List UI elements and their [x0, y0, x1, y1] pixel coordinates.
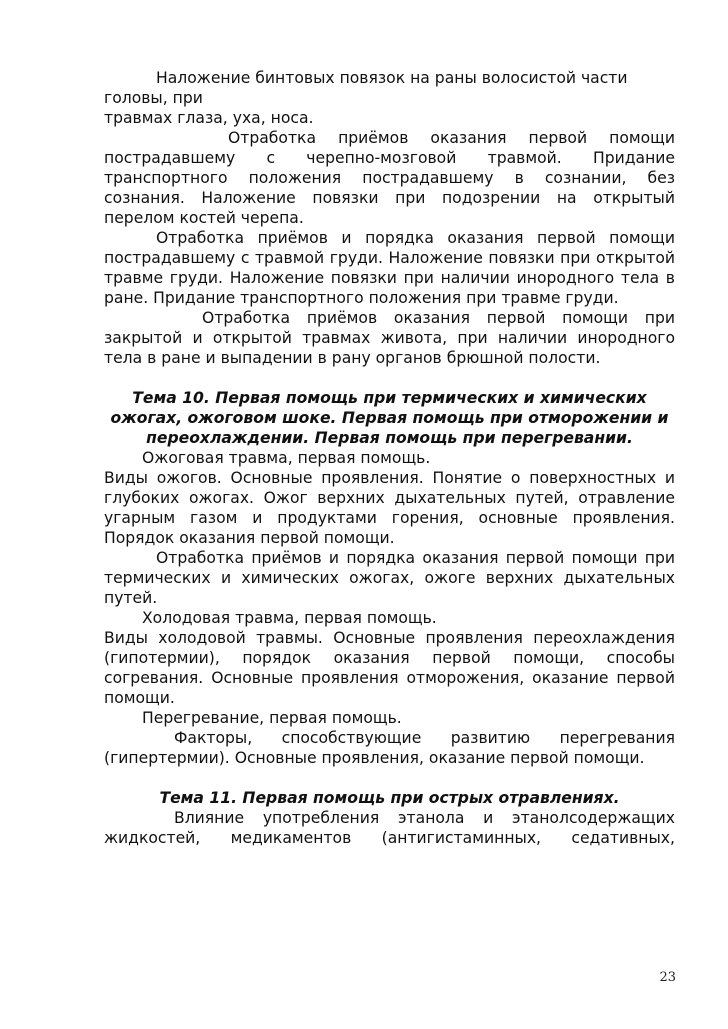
paragraph-burn-injury-title: Ожоговая травма, первая помощь. [142, 449, 431, 467]
paragraph-bandages-head: Наложение бинтовых повязок на раны волосистой части головы, при [104, 69, 628, 107]
paragraph-overheating-title: Перегревание, первая помощь. [142, 709, 402, 727]
paragraph-eye-ear-nose: травмах глаза, уха, носа. [104, 109, 314, 127]
topic-10-heading: Тема 10. Первая помощь при термических и химических ожогах, ожоговом шоке. Первая помощь при отморожении и переохлаждении. Первая помощь при перегревании. [110, 389, 669, 447]
paragraph-overheating-factors: Факторы, способствующие развитию перегревания (гипертермии). Основные проявления, оказание первой помощи. [104, 729, 675, 767]
spacer [104, 368, 675, 388]
spacer [104, 768, 675, 788]
paragraph-ethanol-influence: Влияние употребления этанола и этанолсодержащих жидкостей, медикаментов (антигистаминных, седативных, [104, 809, 675, 847]
topic-11-heading: Тема 11. Первая помощь при острых отравлениях. [159, 789, 620, 807]
paragraph-head-injury: Отработка приёмов оказания первой помощи пострадавшему с черепно-мозговой травмой. Придание транспортного положения пострадавшему в сознании, без сознания. Наложение повязки при подозрении на открытый перелом костей черепа. [104, 129, 675, 227]
paragraph-burn-practice: Отработка приёмов и порядка оказания первой помощи при термических и химических ожогах, ожоге верхних дыхательных путей. [104, 549, 675, 607]
paragraph-cold-injury-types: Виды холодовой травмы. Основные проявления переохлаждения (гипотермии), порядок оказания первой помощи, способы согревания. Основные проявления отморожения, оказание первой помощи. [104, 629, 675, 707]
paragraph-abdomen-injury: Отработка приёмов оказания первой помощи при закрытой и открытой травмах живота, при наличии инородного тела в ране и выпадении в рану органов брюшной полости. [104, 309, 675, 367]
page-number: 23 [659, 970, 676, 985]
document-page [104, 68, 675, 848]
paragraph-cold-injury-title: Холодовая травма, первая помощь. [142, 609, 437, 627]
paragraph-burn-types: Виды ожогов. Основные проявления. Понятие о поверхностных и глубоких ожогах. Ожог верхних дыхательных путей, отравление угарным газом и продуктами горения, основные проявления. Порядок оказания первой помощи. [104, 469, 675, 547]
paragraph-chest-injury: Отработка приёмов и порядка оказания первой помощи пострадавшему с травмой груди. Наложение повязки при открытой травме груди. Наложение повязки при наличии инородного тела в ране. Придание транспортного положения при травме груди. [104, 229, 675, 307]
